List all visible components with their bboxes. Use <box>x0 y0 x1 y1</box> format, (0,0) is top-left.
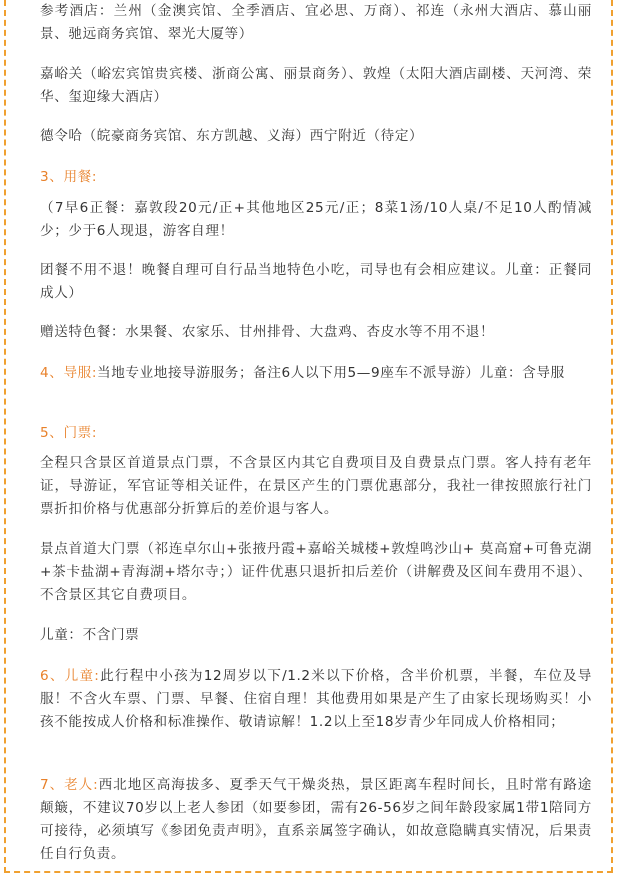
guide-paragraph <box>40 362 592 385</box>
meals-paragraph-2: 团餐不用不退！晚餐自理可自行品当地特色小吃，司导也有会相应建议。儿童：正餐同成人） <box>40 262 592 301</box>
guide-heading: 4、导服: <box>40 365 98 381</box>
tickets-paragraph-2: 景点首道大门票（祁连卓尔山+张掖丹霞+嘉峪关城楼+敦煌鸣沙山+ 莫高窟+可鲁克湖+茶卡盐湖+青海湖+塔尔寺；）证件优惠只退折扣后差价（讲解费及区间车费用不退）、不含景区其它自费项目。 <box>40 541 592 603</box>
tickets-paragraph-3: 儿童：不含门票 <box>40 627 140 643</box>
tickets-heading: 5、门票: <box>40 425 98 441</box>
children-text: 此行程中小孩为12周岁以下/1.2米以下价格，含半价机票，半餐，车位及导服！不含火车票、门票、早餐、住宿自理！其他费用如果是产生了由家长现场购买！小孩不能按成人价格和标准操作、敬请谅解！1.2以上至18岁青少年同成人价格相同； <box>40 668 592 730</box>
hotels-paragraph-1: 参考酒店：兰州（金澳宾馆、全季酒店、宜必思、万商）、祁连（永州大酒店、慕山丽景、驰远商务宾馆、翠光大厦等） <box>40 3 592 42</box>
meals-paragraph-1: （7早6正餐：嘉敦段20元/正+其他地区25元/正；8菜1汤/10人桌/不足10人酌情减少；少于6人现退，游客自理！ <box>40 200 592 239</box>
guide-text: 当地专业地接导游服务；备注6人以下用5—9座车不派导游）儿童：含导服 <box>97 365 565 381</box>
meals-paragraph-3: 赠送特色餐：水果餐、农家乐、甘州排骨、大盘鸡、杏皮水等不用不退！ <box>40 324 495 340</box>
children-paragraph <box>40 665 592 734</box>
children-heading: 6、儿童: <box>40 668 100 684</box>
tickets-paragraph-1: 全程只含景区首道景点门票，不含景区内其它自费项目及自费景点门票。客人持有老年证，导游证，军官证等相关证件，在景区产生的门票优惠部分，我社一律按照旅行社门票折扣价格与优惠部分折算后的差价退与客人。 <box>40 455 592 517</box>
hotels-paragraph-2: 嘉峪关（峪宏宾馆贵宾楼、浙商公寓、丽景商务）、敦煌（太阳大酒店副楼、天河湾、荣华、玺迎缘大酒店） <box>40 66 592 105</box>
hotels-paragraph-3: 德令哈（皖豪商务宾馆、东方凯越、义海）西宁附近（待定） <box>40 128 424 144</box>
meals-heading: 3、用餐: <box>40 169 98 185</box>
elderly-text: 西北地区高海拔多、夏季天气干燥炎热，景区距离车程时间长，且时常有路途颠簸，不建议70岁以上老人参团（如要参团，需有26-56岁之间年龄段家属1带1陪同方可接待，必须填写《参团免责声明》，直系亲属签字确认，如故意隐瞒真实情况，后果责任自行负责。 <box>40 777 592 862</box>
elderly-heading: 7、老人: <box>40 777 99 793</box>
elderly-paragraph <box>40 774 592 866</box>
